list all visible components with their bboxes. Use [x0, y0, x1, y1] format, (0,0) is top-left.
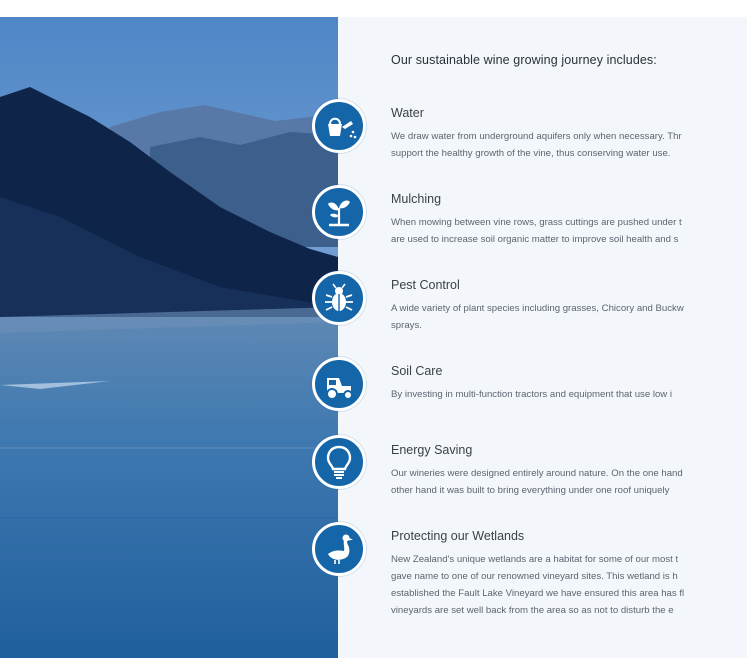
tractor-icon — [312, 357, 366, 411]
lightbulb-icon — [312, 435, 366, 489]
item-description: New Zealand's unique wetlands are a habitat for some of our most t gave name to one of our renowned vineyard sites. This wetland is h established the Fault Lake Vineyard we have ensured this area has fl vineyards are set well back from the area so as not to disturb the e — [391, 554, 685, 616]
item-title: Pest Control — [391, 278, 460, 292]
item-title: Mulching — [391, 192, 442, 206]
item-description: We draw water from underground aquifers only when necessary. Thr support the healthy growth of the vine, thus conserving water use. — [391, 131, 682, 159]
landscape-photo — [0, 17, 338, 658]
item-description: Our wineries were designed entirely around nature. On the one hand other hand it was built to bring everything under one roof uniquely — [391, 468, 683, 496]
intro-heading: Our sustainable wine growing journey includes: — [391, 53, 657, 67]
watering-can-icon — [312, 99, 366, 153]
bug-icon — [312, 271, 366, 325]
item-title: Protecting our Wetlands — [391, 529, 525, 543]
item-title: Energy Saving — [391, 443, 473, 457]
item-description: A wide variety of plant species including grasses, Chicory and Buckw sprays. — [391, 303, 684, 331]
item-title: Water — [391, 106, 424, 120]
item-title: Soil Care — [391, 364, 443, 378]
goose-icon — [312, 522, 366, 576]
item-description: By investing in multi-function tractors and equipment that use low i — [391, 389, 673, 400]
item-description: When mowing between vine rows, grass cuttings are pushed under t are used to increase soil organic matter to improve soil health and s — [391, 217, 682, 245]
seedling-icon — [312, 185, 366, 239]
